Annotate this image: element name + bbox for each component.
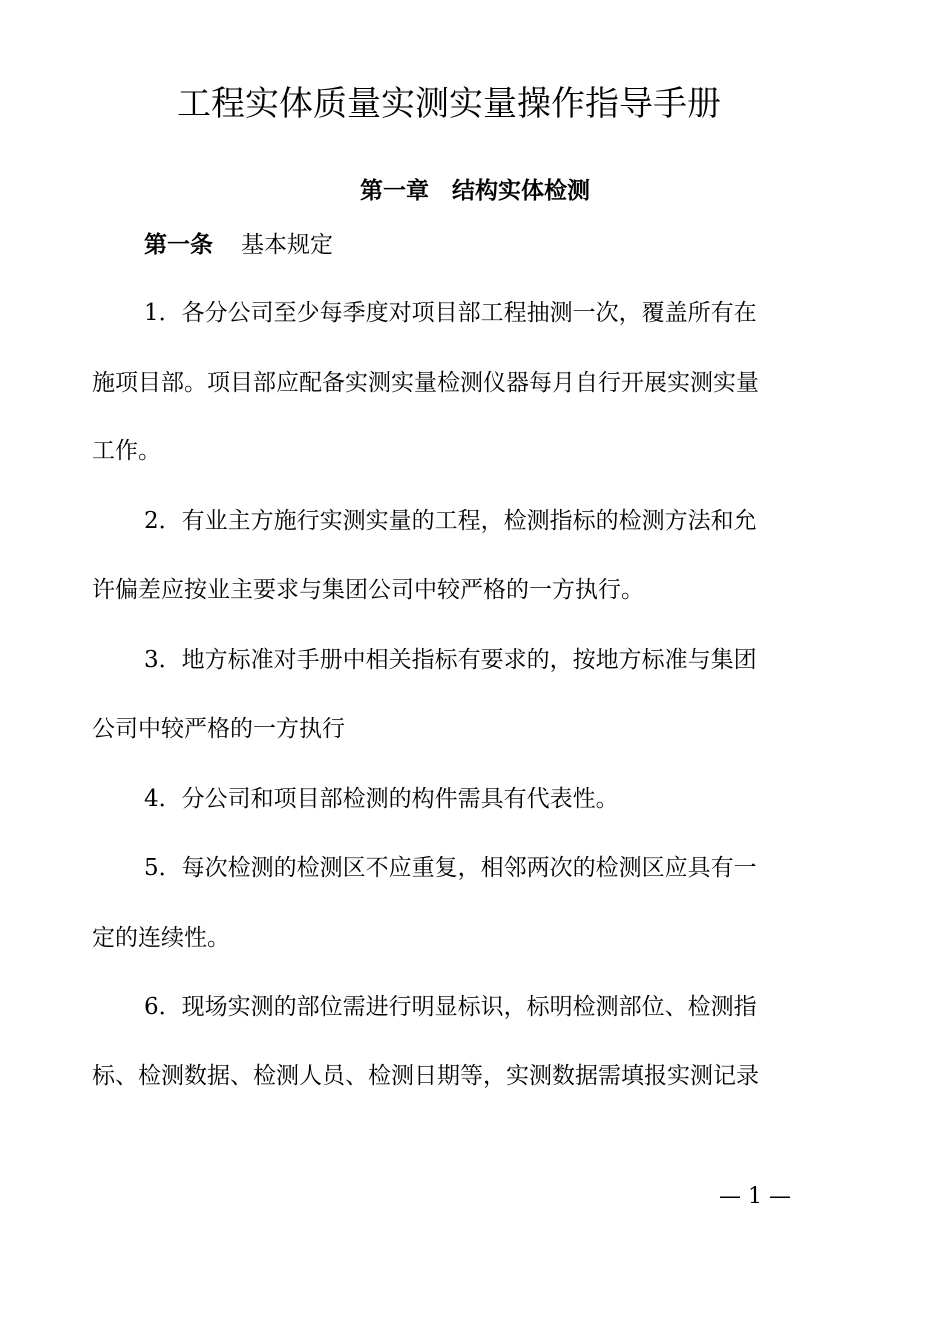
- paragraph-6-line-1: 6．现场实测的部位需进行明显标识，标明检测部位、检测指: [144, 994, 757, 1020]
- paragraph-5-line-2: 定的连续性。: [92, 925, 230, 951]
- paragraph-6-line-2: 标、检测数据、检测人员、检测日期等，实测数据需填报实测记录: [92, 1063, 759, 1089]
- article-heading: [144, 226, 333, 264]
- paragraph-3-line-2: 公司中较严格的一方执行: [92, 716, 345, 742]
- paragraph-1-line-2: 施项目部。项目部应配备实测实量检测仪器每月自行开展实测实量: [92, 370, 759, 396]
- paragraph-5-line-1: 5．每次检测的检测区不应重复，相邻两次的检测区应具有一: [144, 855, 757, 881]
- article-label: 第一条: [144, 232, 213, 258]
- paragraph-3-line-1: 3．地方标准对手册中相关指标有要求的，按地方标准与集团: [144, 647, 757, 673]
- chapter-heading: 第一章 结构实体检测: [360, 178, 590, 204]
- paragraph-2-line-2: 许偏差应按业主要求与集团公司中较严格的一方执行。: [92, 577, 644, 603]
- paragraph-2-line-1: 2．有业主方施行实测实量的工程，检测指标的检测方法和允: [144, 508, 757, 534]
- page-number: — 1 —: [719, 1184, 791, 1209]
- paragraph-4-line-1: 4．分公司和项目部检测的构件需具有代表性。: [144, 786, 619, 812]
- document-title: 工程实体质量实测实量操作指导手册: [177, 84, 721, 124]
- paragraph-1-line-3: 工作。: [92, 438, 161, 464]
- article-title: 基本规定: [241, 232, 333, 258]
- paragraph-1-line-1: 1．各分公司至少每季度对项目部工程抽测一次，覆盖所有在: [144, 300, 757, 326]
